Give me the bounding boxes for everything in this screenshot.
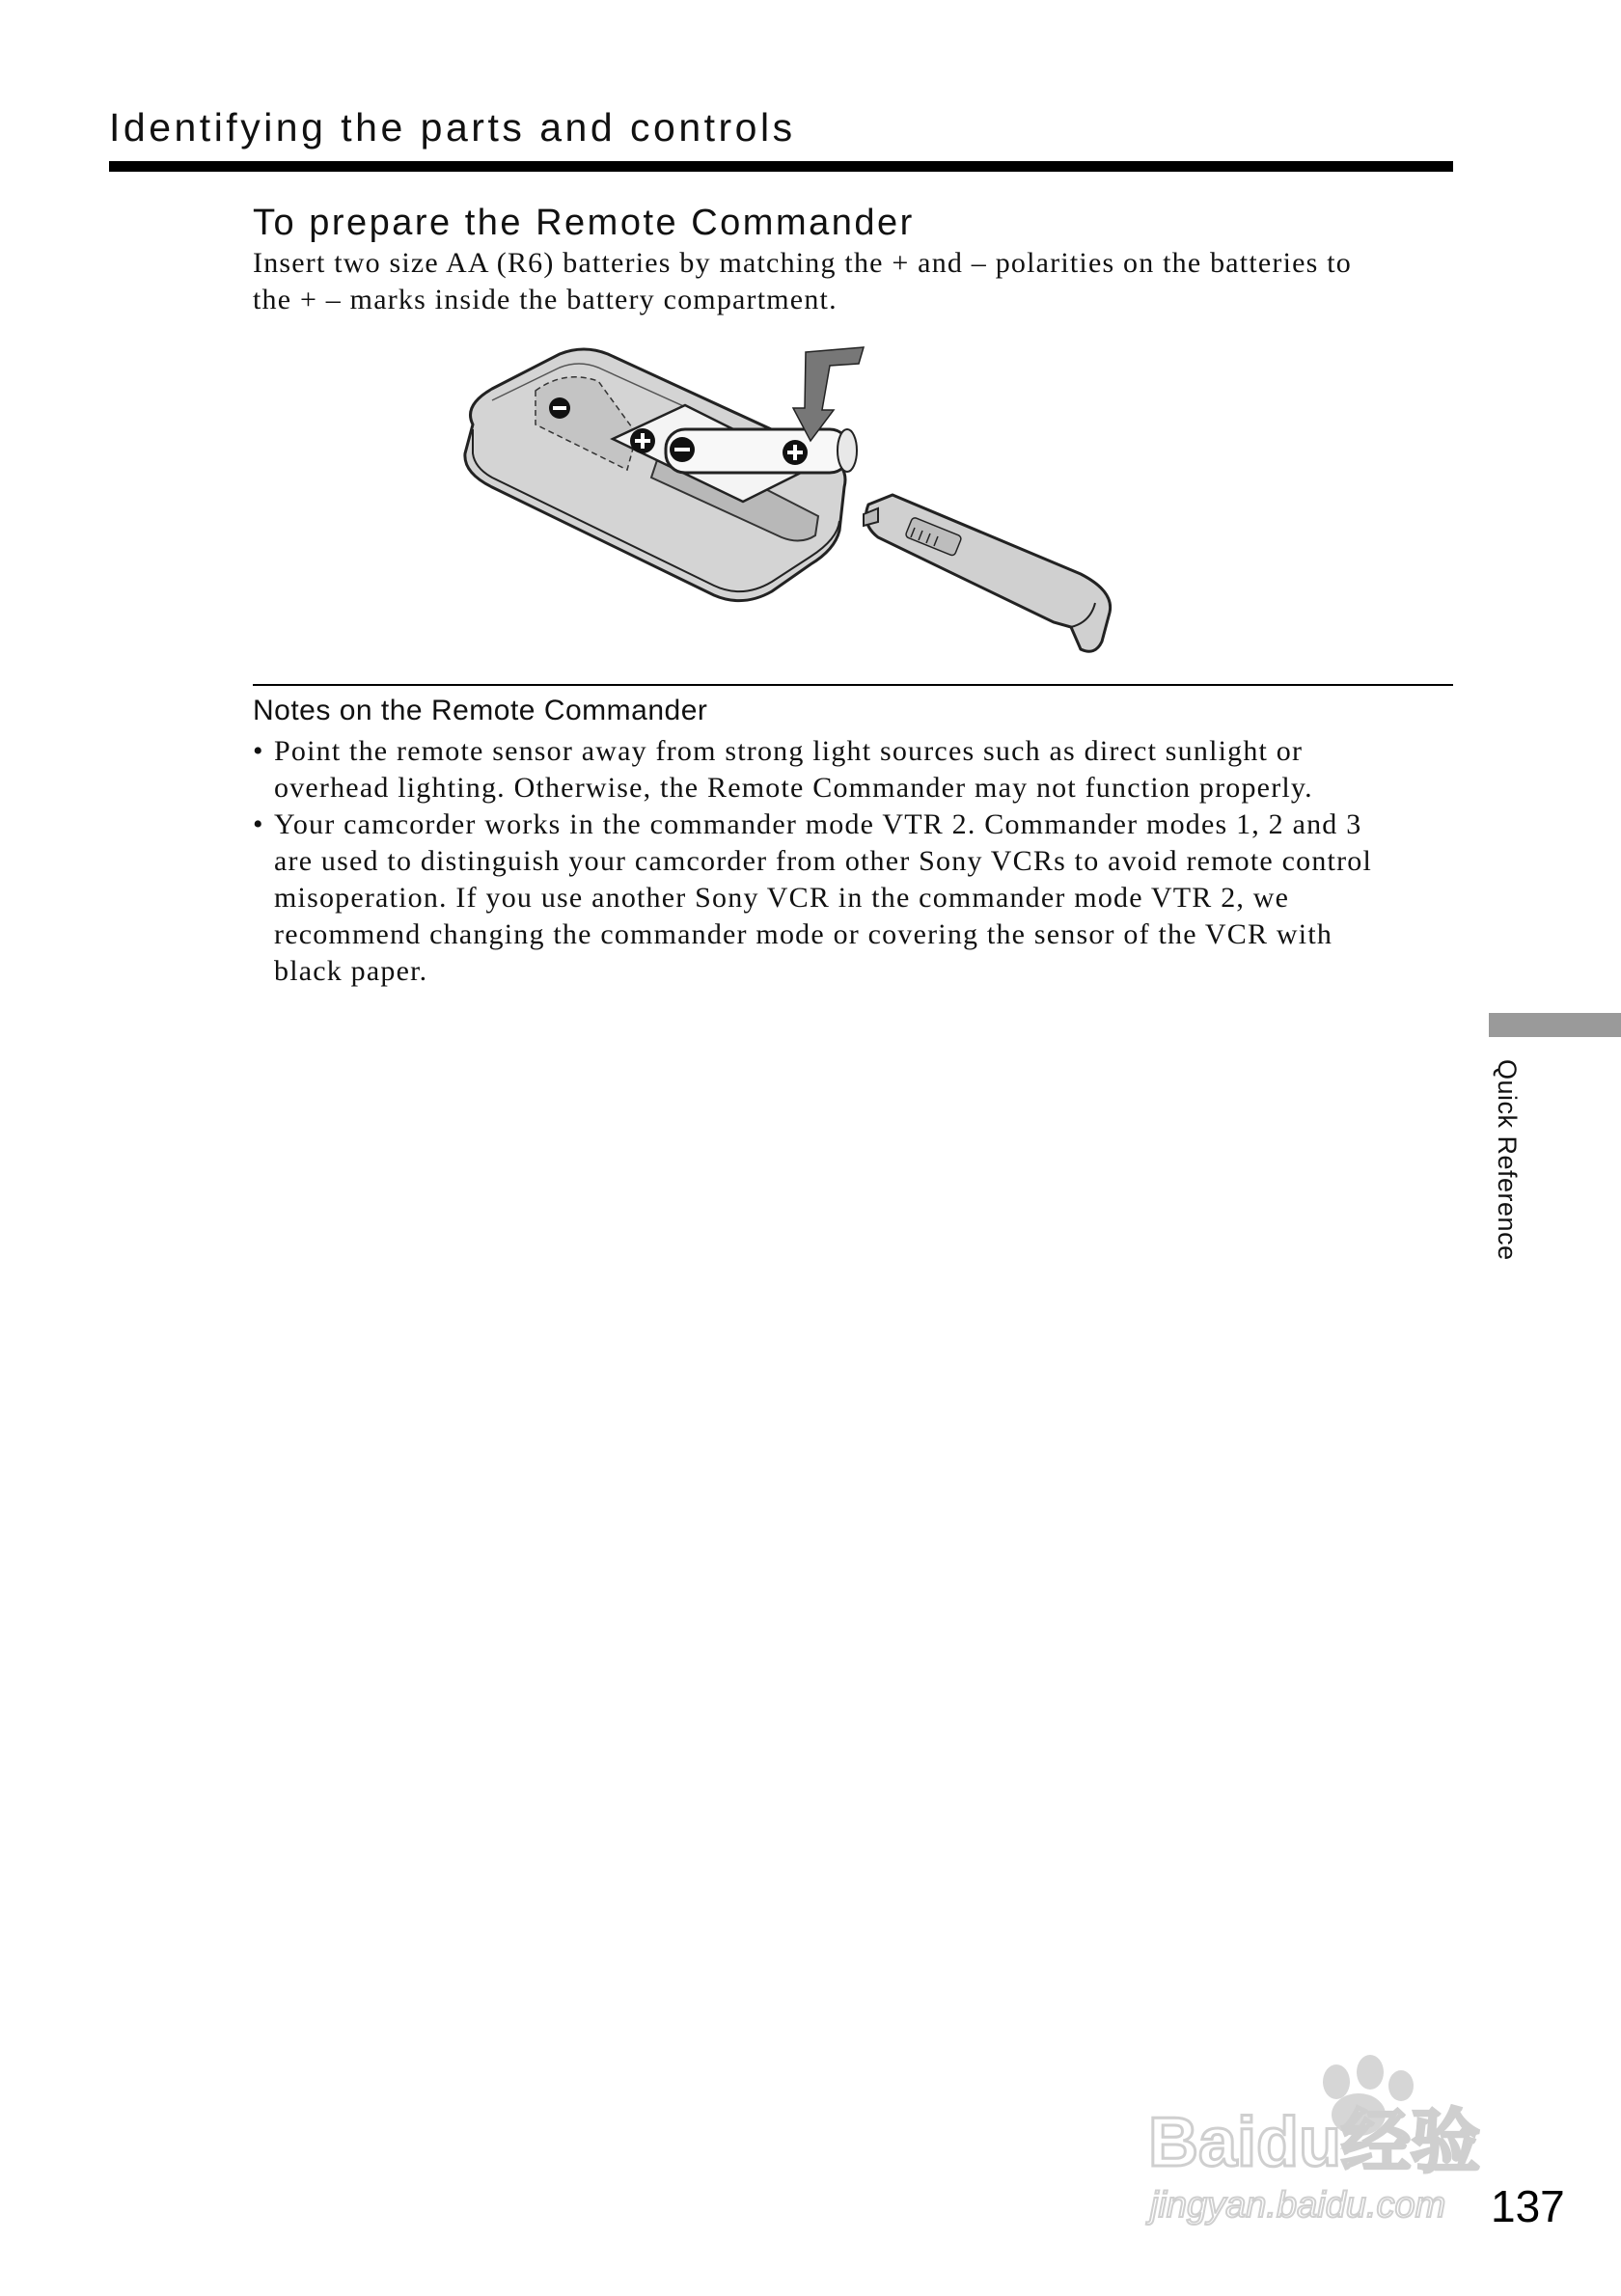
- prepare-heading: To prepare the Remote Commander: [253, 203, 915, 243]
- note-2-line-5: black paper.: [274, 955, 428, 987]
- page-number: 137: [1491, 2181, 1565, 2231]
- prepare-text: [253, 245, 1453, 318]
- watermark-url: jingyan.baidu.com: [1150, 2185, 1446, 2226]
- list-item: [253, 806, 1453, 990]
- header-rule: [109, 161, 1453, 172]
- note-1-line-1: Point the remote sensor away from strong light sources such as direct sunlight or: [274, 735, 1304, 767]
- bullet-icon: •: [253, 808, 264, 840]
- list-item: [253, 733, 1453, 806]
- notes-list: [253, 733, 1453, 990]
- prepare-line-1: Insert two size AA (R6) batteries by matching the + and – polarities on the batteries to: [253, 247, 1352, 279]
- note-2-line-2: are used to distinguish your camcorder from other Sony VCRs to avoid remote control: [274, 845, 1373, 877]
- page-header: [109, 105, 1453, 150]
- page-title: Identifying the parts and controls: [109, 105, 796, 150]
- note-2-line-3: misoperation. If you use another Sony VCR in the commander mode VTR 2, we: [274, 882, 1290, 914]
- insert-arrow-drawing: [793, 347, 864, 441]
- bullet-icon: •: [253, 735, 264, 767]
- note-2-line-4: recommend changing the commander mode or covering the sensor of the VCR with: [274, 918, 1333, 950]
- notes-rule: [253, 684, 1453, 686]
- side-tab: [1489, 1013, 1621, 1037]
- prepare-section: [253, 205, 1453, 318]
- note-1-line-2: overhead lighting. Otherwise, the Remote Commander may not function properly.: [274, 772, 1313, 804]
- notes-heading: Notes on the Remote Commander: [253, 695, 708, 726]
- battery-upper-drawing: [666, 429, 857, 473]
- battery-cover-drawing: [864, 495, 1111, 651]
- notes-section: [253, 697, 1453, 990]
- remote-commander-illustration: [453, 333, 1129, 661]
- baidu-watermark: [1139, 2045, 1544, 2238]
- prepare-line-2: the + – marks inside the battery compartment.: [253, 284, 838, 315]
- watermark-brand: Baidu经验: [1148, 2104, 1481, 2181]
- side-tab-label: Quick Reference: [1493, 1059, 1522, 1261]
- note-2-line-1: Your camcorder works in the commander mode VTR 2. Commander modes 1, 2 and 3: [274, 808, 1362, 840]
